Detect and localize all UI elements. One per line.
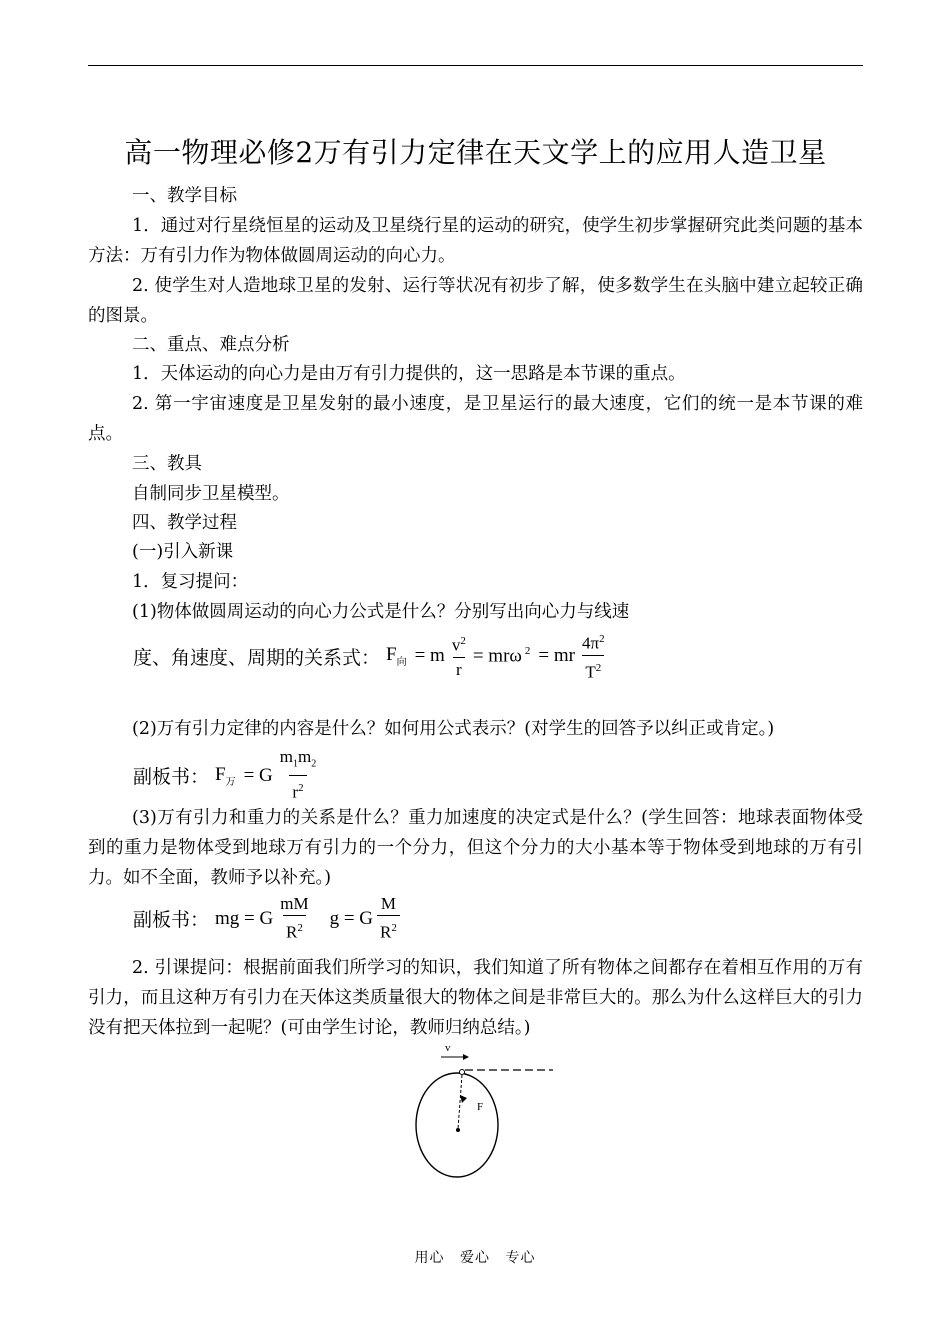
formula-3-frac-mM-R2: $\frac{mM}{R^2}$ (277, 893, 311, 945)
section-heading-keypoints: 二、重点、难点分析 (132, 335, 290, 355)
formula-3-frac-M-R2: $\frac{M}{R^2}$ (377, 893, 400, 945)
section-heading-goals: 一、教学目标 (132, 186, 237, 206)
formula-1-eq-mrw: = mrω $^2$ (472, 644, 531, 667)
formula-1-eq-mr: = mr (538, 645, 575, 667)
page-footer: 用心 爱心 专心 (414, 1250, 536, 1266)
subsection-heading-intro: (一)引入新课 (132, 542, 234, 562)
keypoint-paragraph-1: 1．天体运动的向心力是由万有引力提供的，这一思路是本节课的重点。 (132, 364, 686, 384)
section-heading-tools: 三、教具 (132, 454, 202, 474)
orbit-diagram (405, 1040, 565, 1184)
velocity-label: v (445, 1042, 451, 1054)
keypoint-paragraph-2: 2. 第一宇宙速度是卫星发射的最小速度，是卫星运行的最大速度，它们的统一是本节课的难点。 (88, 394, 863, 444)
tools-paragraph: 自制同步卫星模型。 (132, 484, 290, 504)
center-point (456, 1128, 460, 1132)
formula-1-eq-m: = m (414, 645, 445, 667)
orbit-ellipse (416, 1073, 498, 1177)
formula-2-label: 副板书： (133, 766, 210, 789)
formula-1-frac-v2-r: $\frac{v^2}{r}$ (449, 630, 469, 682)
force-label: F (477, 1101, 484, 1113)
formula-2-eq-G: = G (243, 764, 273, 786)
header-rule (88, 65, 863, 66)
orbit-diagram-svg (405, 1040, 565, 1180)
lead-in-question: 2. 引课提问：根据前面我们所学习的知识，我们知道了所有物体之间都存在着相互作用的万有引力，而且这种万有引力在天体这类质量很大的物体之间是非常巨大的。那么为什么这样巨大的引力没有把天体拉到一起呢？(可由学生讨论，教师归纳总结。) (88, 958, 863, 1038)
goal-paragraph-2: 2. 使学生对人造地球卫星的发射、运行等状况有初步了解，使多数学生在头脑中建立起较正确的图景。 (88, 276, 863, 326)
question-1: (1)物体做圆周运动的向心力公式是什么？分别写出向心力与线速 (132, 602, 630, 622)
satellite-point (460, 1070, 465, 1075)
goal-paragraph-1: 1．通过对行星绕恒星的运动及卫星绕行星的运动的研究，使学生初步掌握研究此类问题的基本方法：万有引力作为物体做圆周运动的向心力。 (88, 216, 863, 266)
formula-gravity (133, 893, 404, 945)
formula-gravitation (133, 746, 323, 805)
velocity-arrowhead (463, 1054, 469, 1060)
section-heading-process: 四、教学过程 (132, 513, 237, 533)
formula-1-label: 度、角速度、周期的关系式： (133, 646, 381, 669)
formula-2-force: $F_万$ (215, 763, 236, 788)
formula-1-frac-4pi2-T2: $\frac{4\pi^2}{T^2}$ (579, 628, 608, 684)
force-arrowhead (460, 1095, 467, 1103)
review-item-heading: 1．复习提问： (132, 572, 249, 592)
question-3: (3)万有引力和重力的关系是什么？重力加速度的决定式是什么？(学生回答：地球表面物体受到的重力是物体受到地球万有引力的一个分力，但这个分力的大小基本等于物体受到地球的万有引力。如不全面，教师予以补充。) (88, 808, 863, 888)
formula-2-frac-m1m2-r2: $\frac{m_1m_2}{r^2}$ (277, 746, 319, 805)
page-title: 高一物理必修2万有引力定律在天文学上的应用人造卫星 (124, 136, 827, 169)
formula-3-label: 副板书： (133, 909, 210, 932)
question-2: (2)万有引力定律的内容是什么？如何用公式表示？(对学生的回答予以纠正或肯定。) (132, 719, 775, 739)
formula-3-eq-g: g = G (329, 907, 374, 929)
formula-3-eq-mg: mg = G (215, 907, 274, 929)
formula-1-force: $F_向$ (386, 644, 407, 669)
force-line (458, 1075, 462, 1129)
formula-centripetal (133, 628, 612, 684)
